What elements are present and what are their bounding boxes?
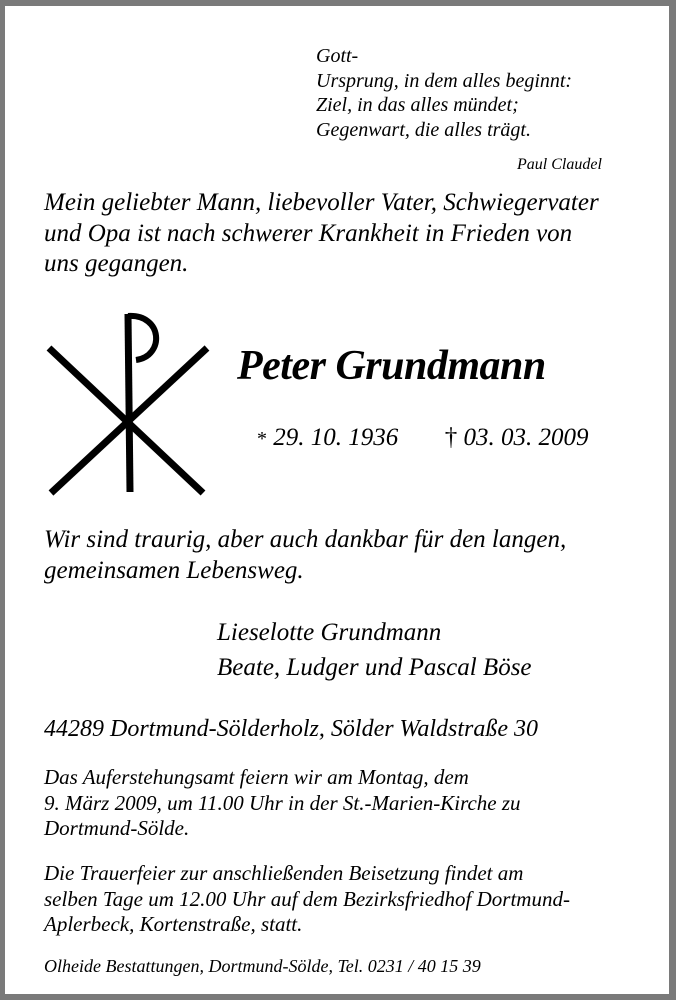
grief-text	[44, 525, 566, 586]
life-dates	[257, 424, 589, 452]
grief-line: gemeinsamen Lebensweg.	[44, 556, 304, 584]
intro-text	[44, 188, 599, 280]
burial-line: Die Trauerfeier zur anschließenden Beisetzung findet am	[44, 861, 524, 885]
intro-line: uns gegangen.	[44, 250, 189, 277]
family-line: Lieselotte Grundmann	[217, 619, 442, 646]
quote-line: Ursprung, in dem alles beginnt:	[316, 69, 573, 92]
quote-line: Gegenwart, die alles trägt.	[316, 118, 531, 141]
intro-line: Mein geliebter Mann, liebevoller Vater, Schwiegervater	[44, 189, 599, 216]
obituary-page	[5, 6, 669, 994]
quote	[316, 44, 572, 142]
funeral-home-footer: Olheide Bestattungen, Dortmund-Sölde, Tel. 0231 / 40 15 39	[44, 956, 481, 976]
address: 44289 Dortmund-Sölderholz, Sölder Waldstraße 30	[44, 716, 539, 742]
family-names	[217, 615, 532, 685]
chi-rho-icon	[43, 308, 213, 498]
burial-info	[44, 861, 570, 938]
service-line: 9. März 2009, um 11.00 Uhr in der St.-Marien-Kirche zu	[44, 790, 521, 815]
quote-line: Gott-	[316, 45, 359, 67]
birth-date: 29. 10. 1936	[273, 424, 399, 451]
death-symbol: †	[444, 424, 458, 451]
deceased-name: Peter Grundmann	[237, 343, 546, 389]
death-date: 03. 03. 2009	[463, 424, 589, 451]
service-line: Dortmund-Sölde.	[44, 816, 190, 840]
grief-line: Wir sind traurig, aber auch dankbar für den langen,	[44, 526, 567, 553]
birth-symbol: *	[257, 428, 267, 450]
quote-author: Paul Claudel	[517, 156, 602, 173]
burial-line: selben Tage um 12.00 Uhr auf dem Bezirksfriedhof Dortmund-	[44, 886, 570, 911]
burial-line: Aplerbeck, Kortenstraße, statt.	[44, 912, 303, 936]
service-info	[44, 765, 521, 842]
quote-line: Ziel, in das alles mündet;	[316, 94, 519, 116]
family-line: Beate, Ludger und Pascal Böse	[217, 654, 532, 681]
intro-line: und Opa ist nach schwerer Krankheit in Frieden von	[44, 219, 573, 247]
service-line: Das Auferstehungsamt feiern wir am Montag, dem	[44, 765, 469, 789]
